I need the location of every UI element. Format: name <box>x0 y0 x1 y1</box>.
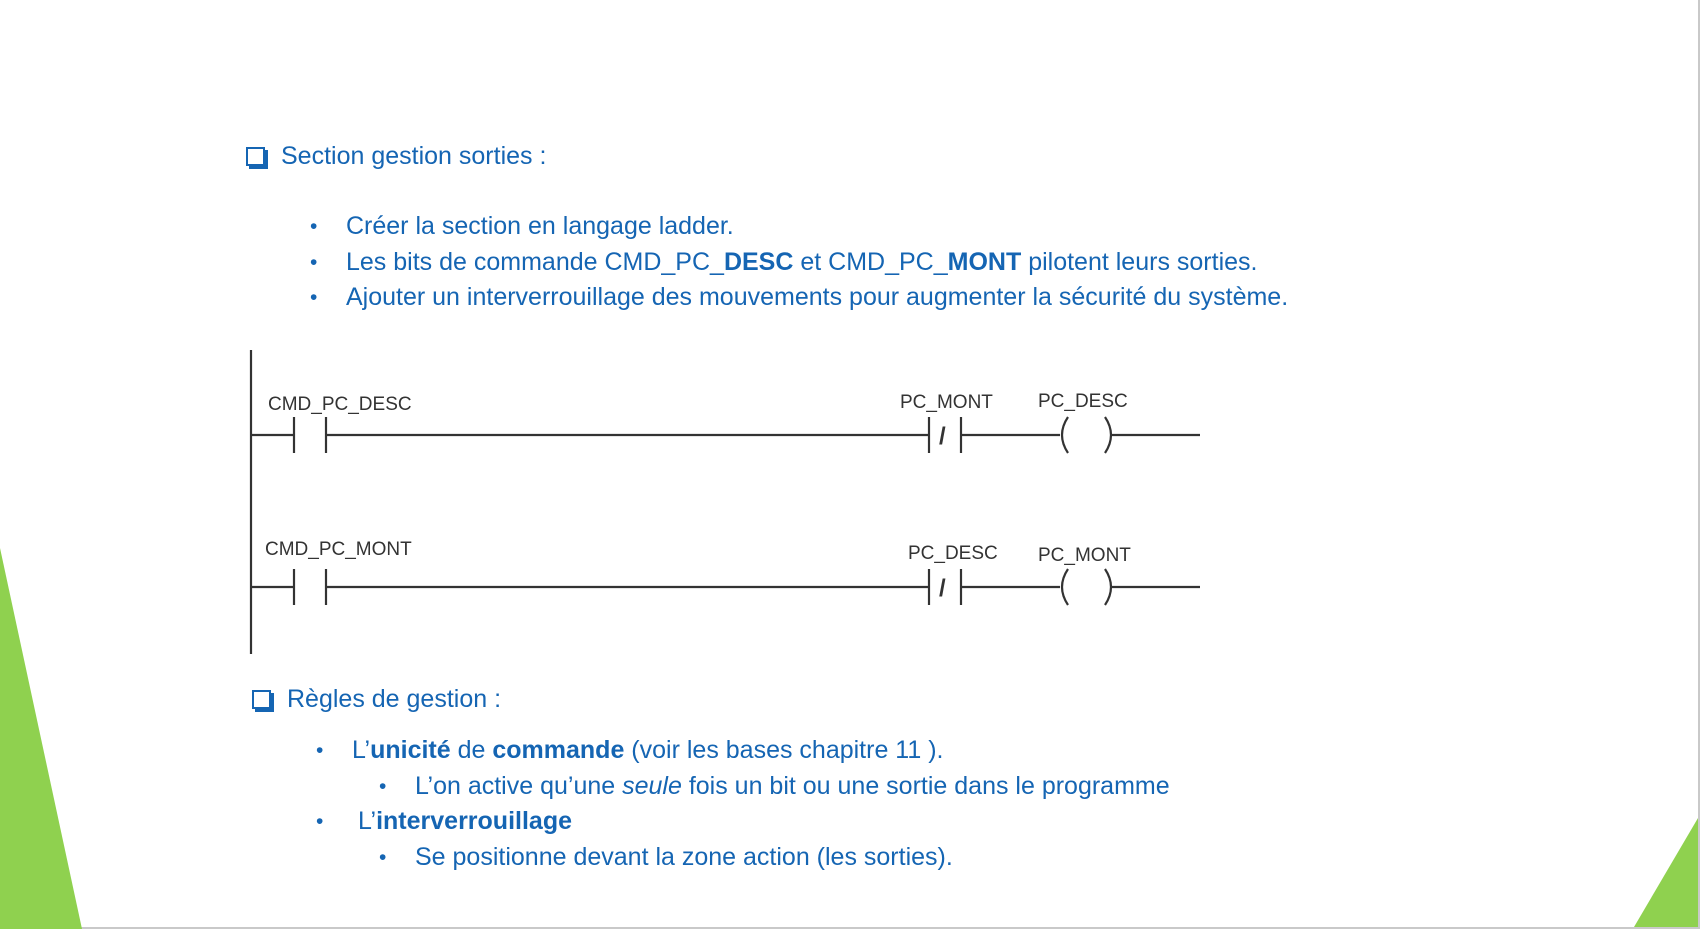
nc-slash-rung-1: / <box>939 423 946 450</box>
rung-2-contact-label: CMD_PC_MONT <box>265 539 412 560</box>
rung-2-coil-label: PC_MONT <box>1038 545 1131 566</box>
list-item: • Créer la section en langage ladder. <box>308 209 1288 245</box>
list-item: • L’unicité de commande (voir les bases chapitre 11 ). <box>314 733 1170 769</box>
list-item: • L’on active qu’une seule fois un bit ou une sortie dans le programme <box>314 769 1170 805</box>
rules-heading <box>252 684 501 714</box>
list-item: • L’interverrouillage <box>314 804 1170 840</box>
ladder-diagram <box>240 340 1210 660</box>
checkbox-icon <box>246 147 265 166</box>
rules-bullet-list <box>314 733 1170 875</box>
rung-1-coil-label: PC_DESC <box>1038 391 1128 412</box>
rung-1-nc-contact-label: PC_MONT <box>900 392 993 413</box>
green-triangle-left <box>0 548 82 929</box>
list-item: • Se positionne devant la zone action (les sorties). <box>314 840 1170 876</box>
list-item: • Les bits de commande CMD_PC_DESC et CMD_PC_MONT pilotent leurs sorties. <box>308 245 1288 281</box>
list-item: • Ajouter un interverrouillage des mouvements pour augmenter la sécurité du système. <box>308 280 1288 316</box>
rung-2-nc-contact-label: PC_DESC <box>908 543 998 564</box>
coil-right-arc <box>1105 417 1111 453</box>
section-bullet-list <box>308 209 1288 316</box>
coil-left-arc <box>1062 417 1068 453</box>
section-heading <box>246 141 546 171</box>
nc-slash-rung-2: / <box>939 575 946 602</box>
rules-title: Règles de gestion : <box>287 685 502 713</box>
section-title: Section gestion sorties : <box>281 142 547 170</box>
green-triangle-right <box>1634 818 1698 927</box>
rung-1-contact-label: CMD_PC_DESC <box>268 394 412 415</box>
checkbox-icon <box>252 690 271 709</box>
